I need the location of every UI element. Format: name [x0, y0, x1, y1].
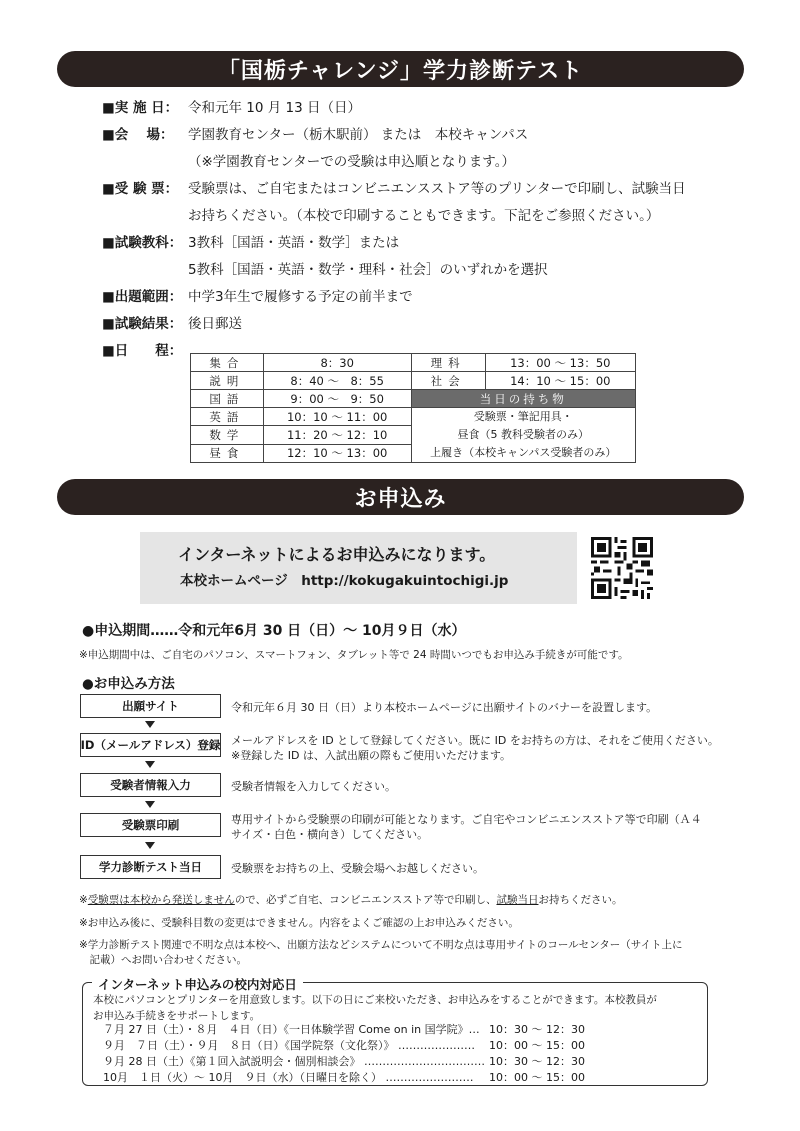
info-value: 後日郵送 [188, 316, 242, 332]
info-label: ■出題範囲： [102, 289, 183, 305]
schedule-time: 8：40 ～ 8：55 [263, 372, 411, 390]
schedule-subject: 社会 [411, 372, 485, 390]
campus-support-text: 本校にパソコンとプリンターを用意致します。以下の日にご来校いただき、お申込みをすることができます。本校教員が [93, 994, 657, 1006]
step-desc [231, 700, 657, 715]
note-contact [79, 938, 683, 968]
period-note: ※申込期間中は、ご自宅のパソコン、スマートフォン、タブレット等で 24 時間いつでもお申込み手続きが可能です。 [79, 649, 629, 661]
step-desc-line: サイズ・白色・横向き）してください。 [231, 828, 429, 841]
note-no-change: ※お申込み後に、受験科目数の変更はできません。内容をよくご確認の上お申込みください。 [79, 917, 519, 929]
note-text: ※ [79, 894, 88, 906]
campus-support-body [93, 993, 657, 1024]
schedule-subject: 英語 [191, 408, 264, 426]
arrow-down-icon [145, 801, 155, 808]
step-desc-line: 受験者情報を入力してください。 [231, 780, 396, 793]
schedule-time: 9：00 ～ 9：50 [263, 390, 411, 408]
info-value: 3教科［国語・英語・数学］または [188, 235, 400, 251]
campus-time: 10：30 ～ 12：30 [489, 1023, 585, 1036]
belongings-header: 当日の持ち物 [411, 390, 635, 408]
campus-support-title: インターネット申込みの校内対応日 [92, 975, 303, 993]
belongings-list [411, 408, 635, 463]
info-label: ■会 場： [102, 127, 174, 143]
info-label: ■試験結果： [102, 316, 183, 332]
step-desc-line: 専用サイトから受験票の印刷が可能となります。ご自宅やコンビニエンスストア等で印刷（Ａ４ [231, 813, 702, 826]
info-value: （※学園教育センターでの受験は申込順となります。） [188, 154, 515, 170]
arrow-down-icon [145, 842, 155, 849]
note-text: ※学力診断テスト関連で不明な点は本校へ、出願方法などシステムについて不明な点は専用サイトのコールセンター（サイト上に [79, 939, 683, 951]
note-text: 試験当日 [496, 894, 539, 906]
arrow-down-icon [145, 761, 155, 768]
step-desc [231, 861, 484, 876]
step-desc [231, 812, 702, 842]
step-desc [231, 733, 719, 763]
step-box: ID（メールアドレス）登録 [80, 733, 221, 757]
campus-time: 10：00 ～ 15：00 [489, 1071, 585, 1084]
belongings-item: 上履き（本校キャンパス受験者のみ） [430, 446, 617, 459]
schedule-subject: 国語 [191, 390, 264, 408]
info-value: お持ちください。（本校で印刷することもできます。下記をご参照ください。） [188, 208, 660, 224]
schedule-time: 14：10 ～ 15：00 [485, 372, 635, 390]
campus-time: 10：30 ～ 12：30 [489, 1055, 585, 1068]
campus-time: 10：00 ～ 15：00 [489, 1039, 585, 1052]
schedule-subject: 説明 [191, 372, 264, 390]
step-desc-line: 受験票をお持ちの上、受験会場へお越しください。 [231, 862, 484, 875]
info-value: 受験票は、ご自宅またはコンビニエンスストア等のプリンターで印刷し、試験当日 [188, 181, 686, 197]
schedule-time: 8：30 [263, 354, 411, 372]
step-box: 受験票印刷 [80, 813, 221, 837]
note-text: ので、必ずご自宅、コンビニエンスストア等で印刷し、 [234, 894, 497, 906]
schedule-time: 11：20 ～ 12：10 [263, 426, 411, 444]
test-banner: 「国栃チャレンジ」学力診断テスト [57, 51, 744, 87]
schedule-table [190, 353, 636, 463]
schedule-time: 13：00 ～ 13：50 [485, 354, 635, 372]
homepage-link[interactable]: 本校ホームページ http://kokugakuintochigi.jp [180, 573, 509, 589]
campus-date: 10月 １日（火）～ 10月 ９日（水）（日曜日を除く） …………………… [103, 1071, 474, 1084]
info-label: ■試験教科： [102, 235, 183, 251]
schedule-subject: 数学 [191, 426, 264, 444]
apply-banner: お申込み [57, 479, 744, 515]
belongings-item: 昼食（5 教科受験者のみ） [457, 428, 590, 441]
step-desc [231, 779, 396, 794]
info-value: 学園教育センター（栃木駅前） または 本校キャンパス [188, 127, 529, 143]
belongings-item: 受験票・筆記用具・ [473, 410, 573, 423]
campus-support-text: お申込み手続きをサポートします。 [93, 1009, 261, 1022]
arrow-down-icon [145, 721, 155, 728]
info-value: 令和元年 10 月 13 日（日） [188, 100, 362, 116]
step-desc-line: 令和元年６月 30 日（日）より本校ホームページに出願サイトのバナーを設置します。 [231, 701, 658, 714]
info-label: ■実 施 日： [102, 100, 179, 116]
step-box: 出願サイト [80, 694, 221, 718]
step-desc-line: メールアドレスを ID として登録してください。既に ID をお持ちの方は、それをご使用ください。 [231, 734, 719, 747]
schedule-subject: 昼食 [191, 444, 264, 462]
info-value: 中学3年生で履修する予定の前半まで [188, 289, 413, 305]
campus-date: ９月 28 日（土）《第１回入試説明会・個別相談会》 …………………………… [103, 1055, 485, 1068]
note-no-mailing [79, 893, 622, 908]
test-info [102, 95, 686, 365]
internet-apply-text: インターネットによるお申込みになります。 [178, 545, 496, 564]
note-text: 受験票は本校から発送しません [87, 894, 235, 906]
application-period: ●申込期間……令和元年6月 30 日（日）～ 10月９日（水） [82, 623, 466, 639]
step-box: 学力診断テスト当日 [80, 855, 221, 879]
method-heading: ●お申込み方法 [82, 676, 175, 692]
info-label: ■日 程： [102, 343, 183, 359]
step-desc-line: ※登録した ID は、入試出願の際もご使用いただけます。 [231, 749, 512, 762]
note-text: 記載）へお問い合わせください。 [79, 954, 247, 966]
schedule-subject: 集合 [191, 354, 264, 372]
internet-apply-box [140, 532, 577, 604]
note-text: お持ちください。 [538, 894, 623, 906]
campus-date: ９月 ７日（土）・９月 ８日（日）《国学院祭（文化祭）》 ………………… [103, 1039, 475, 1052]
campus-date: ７月 27 日（土）・８月 ４日（日）《一日体験学習 Come on in 国学院》… [103, 1023, 480, 1036]
info-label: ■受 験 票： [102, 181, 179, 197]
qr-code-icon [591, 537, 653, 599]
schedule-subject: 理科 [411, 354, 485, 372]
info-value: 5教科［国語・英語・数学・理科・社会］のいずれかを選択 [188, 262, 548, 278]
step-box: 受験者情報入力 [80, 773, 221, 797]
schedule-time: 12：10 ～ 13：00 [263, 444, 411, 462]
schedule-time: 10：10 ～ 11：00 [263, 408, 411, 426]
